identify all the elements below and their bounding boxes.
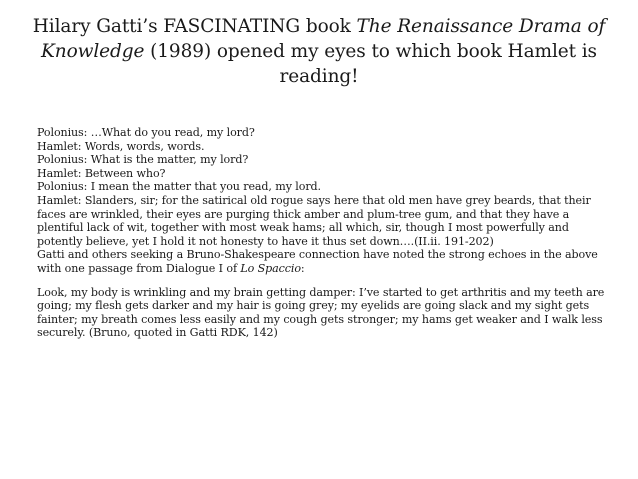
slide-title (30, 14, 608, 89)
commentary-paragraph (37, 248, 607, 275)
work-title: Lo Spaccio (240, 261, 301, 275)
slide-body (37, 126, 607, 340)
commentary-end: : (300, 261, 305, 275)
book-title: The Renaissance Drama of Knowledge (41, 16, 606, 62)
commentary-text: Gatti and others seeking a Bruno-Shakespeare connection have noted the strong echoes in the above with one passage from Dialogue I of (37, 248, 598, 275)
dialogue-line: Hamlet: Slanders, sir; for the satirical old rogue says here that old men have grey beards, that their faces are wrinkled, their eyes are purging thick amber and plum-tree gum, and that they have a plentiful lack of wit, together with most weak hams; all which, sir, though I most powerfully and potently believe, yet I hold it not honesty to have it thus set down….(II.ii. 191-202) (37, 193, 591, 248)
bruno-quote: Look, my body is wrinkling and my brain getting damper: I’ve started to get arthritis and my teeth are going; my flesh gets darker and my hair is going grey; my eyelids are going slack and my sight gets fainter; my breath comes less easily and my cough gets stronger; my hams get weaker and I walk less securely. (Bruno, quoted in Gatti RDK, 142) (37, 285, 605, 340)
dialogue-line: Polonius: …What do you read, my lord? (37, 126, 255, 139)
title-text-end: (1989) opened my eyes to which book Hamlet is reading! (144, 41, 597, 87)
dialogue-line: Hamlet: Between who? (37, 166, 166, 180)
title-text-start: Hilary Gatti’s FASCINATING book (32, 16, 357, 37)
dialogue-line: Hamlet: Words, words, words. (37, 139, 205, 153)
dialogue-line: Polonius: I mean the matter that you read, my lord. (37, 180, 321, 194)
dialogue-line: Polonius: What is the matter, my lord? (37, 153, 249, 167)
